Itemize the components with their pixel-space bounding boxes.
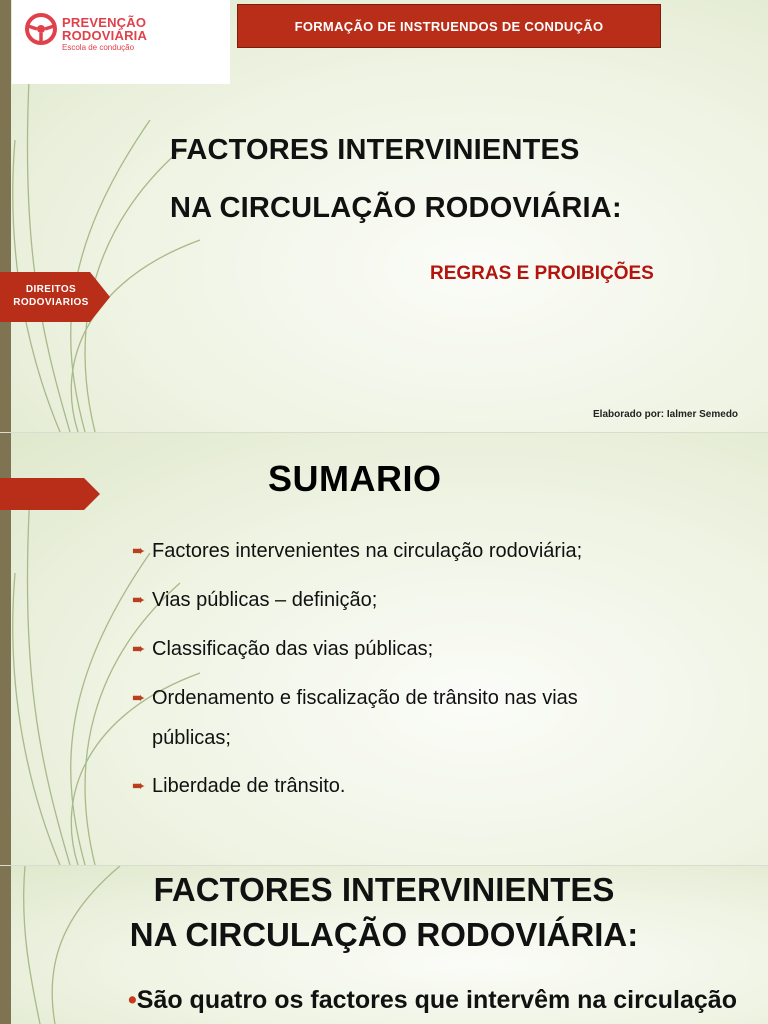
logo: [12, 0, 230, 84]
list-item: [132, 531, 752, 572]
logo-title-line1: PREVENÇÃO: [62, 15, 147, 30]
author-credit: Elaborado por: Ialmer Semedo: [593, 409, 739, 420]
summary-title: SUMARIO: [268, 458, 442, 499]
arrow-bullet-icon: ➨: [132, 641, 146, 658]
list-item: [128, 986, 737, 1015]
section-tag-line1: DIREITOS: [25, 284, 77, 295]
list-item-text: Liberdade de trânsito.: [152, 775, 346, 797]
header-banner-text: FORMAÇÃO DE INSTRUENDOS DE CONDUÇÃO: [294, 18, 604, 34]
slide-factors: [0, 866, 768, 1024]
arrow-bullet-icon: ➨: [132, 778, 146, 795]
slide-title: [0, 0, 768, 432]
section-tag-label: [4, 283, 98, 309]
section-tag-shape: [0, 478, 102, 510]
slide-subtitle: REGRAS E PROIBIÇÕES: [430, 263, 654, 284]
list-item-text: Ordenamento e fiscalização de trânsito nas vias públicas;: [152, 687, 578, 749]
arrow-bullet-icon: ➨: [132, 543, 146, 560]
list-item-text: Factores intervenientes na circulação rodoviária;: [152, 540, 583, 562]
slide-title-line1: FACTORES INTERVINIENTES: [170, 134, 580, 166]
list-item: [132, 678, 752, 758]
left-accent-bar: [0, 0, 11, 432]
bullet-dot-icon: •: [128, 986, 137, 1014]
list-item-text: Classificação das vias públicas;: [152, 638, 434, 660]
header-banner: [237, 4, 661, 48]
list-item: [132, 629, 752, 670]
steering-wheel-icon: [24, 12, 58, 46]
list-item: [132, 766, 752, 807]
section-tag-line2: RODOVIARIOS: [13, 297, 89, 308]
slide-title-line2: NA CIRCULAÇÃO RODOVIÁRIA:: [170, 192, 622, 224]
arrow-bullet-icon: ➨: [132, 690, 146, 707]
logo-subtitle: Escola de condução: [62, 43, 135, 52]
summary-list: [132, 531, 752, 815]
logo-title-line2: RODOVIÁRIA: [62, 28, 148, 43]
list-item-text: São quatro os factores que intervêm na circulação: [136, 986, 737, 1014]
slide-title-line2: NA CIRCULAÇÃO RODOVIÁRIA:: [129, 916, 639, 953]
list-item-text: Vias públicas – definição;: [152, 589, 378, 611]
arrow-bullet-icon: ➨: [132, 592, 146, 609]
slide-summary: [0, 433, 768, 865]
list-item: [132, 580, 752, 621]
slide-title-line1: FACTORES INTERVINIENTES: [153, 871, 615, 908]
